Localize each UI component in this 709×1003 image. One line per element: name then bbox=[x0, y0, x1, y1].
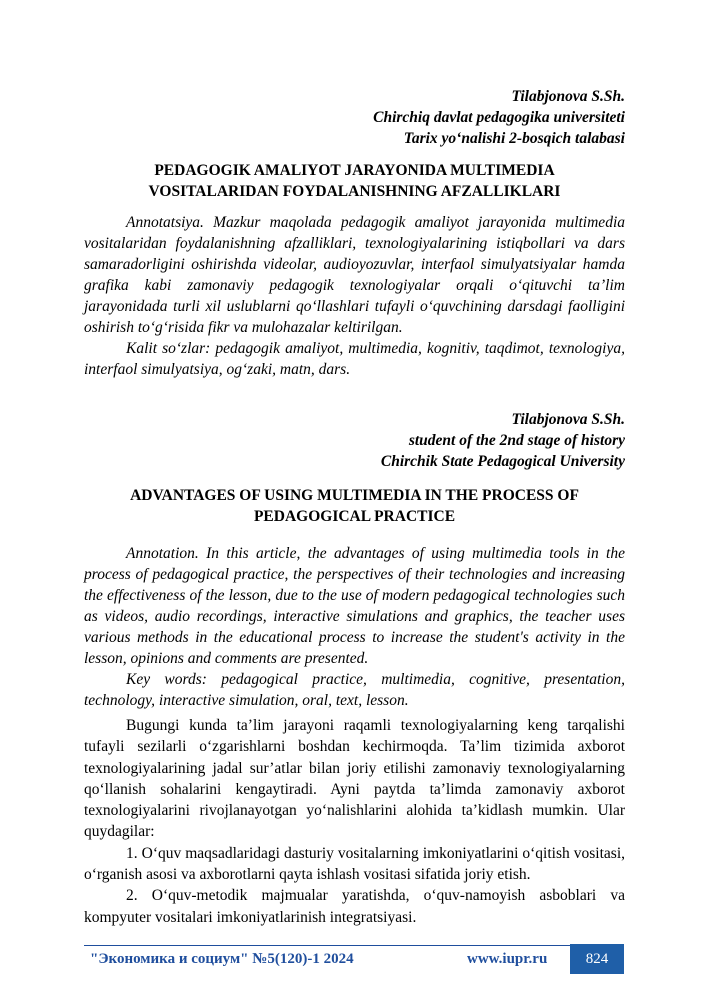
author-institution: Chirchik State Pedagogical University bbox=[380, 453, 625, 470]
page-footer bbox=[84, 944, 624, 974]
author-position: Tarix yo‘nalishi 2-bosqich talabasi bbox=[403, 130, 625, 147]
author-name: Tilabjonova S.Sh. bbox=[511, 88, 625, 105]
body-paragraph: Bugungi kunda ta’lim jarayoni raqamli texnologiyalarning keng tarqalishi tufayli sezilarli o‘zgarishlarni boshdan kechirmoqda. Ta’lim tizimida axborot texnologiyalarining jadal sur’atlar bilan joriy etilishi zamonaviy texnologiyalarning qo‘llanish sohalarini kengaytiradi. Ayni paytda ta’limda zamonaviy axborot texnologiyalarini rivojlanayotgan yo‘nalishlarini alohida ta’kidlash mumkin. Ular quydagilar: bbox=[84, 717, 625, 841]
article-title-en bbox=[84, 485, 625, 527]
body-text bbox=[84, 715, 625, 928]
list-item: 2. O‘quv-metodik majmualar yaratishda, o‘quv-namoyish asboblari va kompyuter vositalari imkoniyatlarinish integratsiyasi. bbox=[84, 887, 625, 926]
list-item: 1. O‘quv maqsadlaridagi dasturiy vositalarning imkoniyatlarini o‘qitish vositasi, o‘rganish asosi va axborotlarni qayta ishlash vositasi sifatida joriy etish. bbox=[84, 844, 625, 884]
abstract-uz bbox=[84, 212, 625, 380]
annotation-en: Annotation. In this article, the advantages of using multimedia tools in the process of pedagogical practice, the perspectives of their technologies and increasing the effectiveness of the lesson, due to the use of modern pedagogical technologies such as videos, audio recordings, interactive simulations and graphics, the teacher uses various methods in the educational process to increase the student's activity in the lesson, opinions and comments are presented. bbox=[84, 545, 625, 667]
keywords-uz: Kalit so‘zlar: pedagogik amaliyot, multimedia, kognitiv, taqdimot, texnologiya, interfaol simulyatsiya, og‘zaki, matn, dars. bbox=[84, 340, 625, 378]
article-title-uz bbox=[84, 160, 625, 202]
title-line: PEDAGOGIK AMALIYOT JARAYONIDA MULTIMEDIA bbox=[154, 162, 555, 179]
author-block-uz bbox=[84, 86, 625, 149]
title-line: ADVANTAGES OF USING MULTIMEDIA IN THE PROCESS OF bbox=[130, 487, 579, 504]
abstract-en bbox=[84, 543, 625, 711]
author-position: student of the 2nd stage of history bbox=[408, 432, 625, 449]
title-line: PEDAGOGICAL PRACTICE bbox=[253, 508, 456, 525]
title-line: VOSITALARIDAN FOYDALANISHNING AFZALLIKLARI bbox=[148, 183, 561, 200]
annotation-uz: Annotatsiya. Mazkur maqolada pedagogik amaliyot jarayonida multimedia vositalaridan foydalanishning afzalliklari, texnologiyalarining istiqbollari va dars samaradorligini oshirishda videolar, audioyozuvlar, interfaol simulyatsiyalar hamda grafika kabi zamonaviy pedagogik texnologiyalar orqali o‘qituvchi ta’lim jarayonidada turli xil uslublarni qo‘llashlari tufayli o‘quvchining darsdagi faolligini oshirish to‘g‘risida fikr va mulohazalar keltirilgan. bbox=[84, 214, 625, 336]
author-block-en bbox=[84, 409, 625, 472]
journal-url[interactable]: www.iupr.ru bbox=[467, 951, 548, 967]
author-institution: Chirchiq davlat pedagogika universiteti bbox=[373, 109, 625, 126]
author-name: Tilabjonova S.Sh. bbox=[511, 411, 625, 428]
journal-name: "Экономика и социум" №5(120)-1 2024 bbox=[90, 951, 354, 967]
page-number-badge: 824 bbox=[570, 944, 624, 974]
keywords-en: Key words: pedagogical practice, multimedia, cognitive, presentation, technology, interactive simulation, oral, text, lesson. bbox=[84, 671, 625, 709]
footer-rule bbox=[84, 945, 570, 946]
